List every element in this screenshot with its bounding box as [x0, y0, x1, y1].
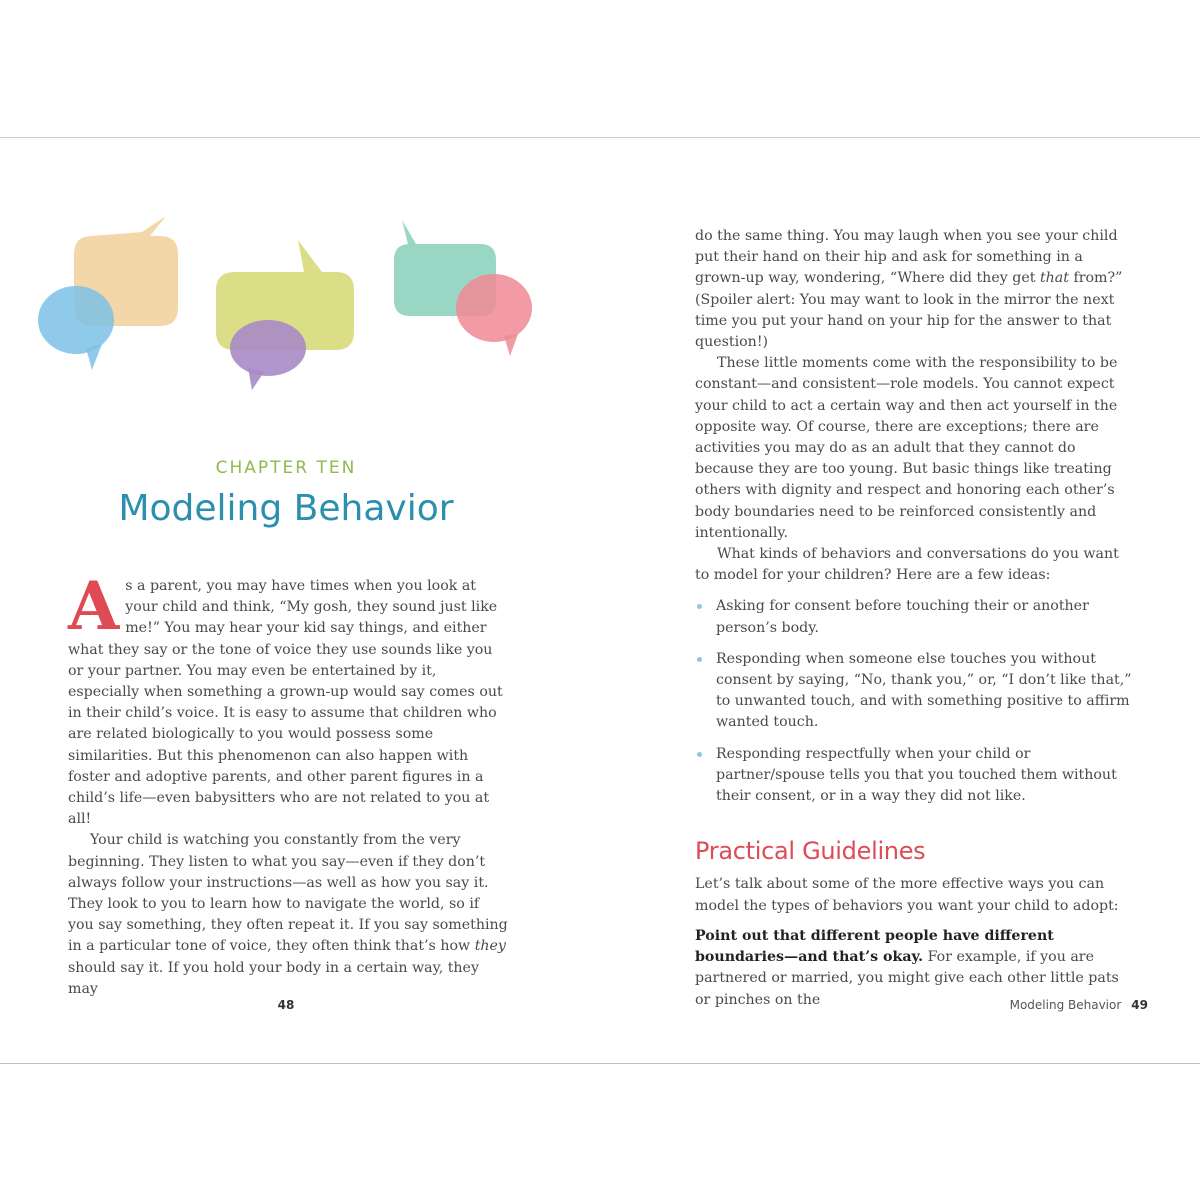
right-body-text [695, 226, 1135, 1011]
chapter-label: CHAPTER TEN [215, 458, 357, 478]
paragraph [695, 226, 1135, 353]
paragraph-text: do the same thing. You may laugh when you see your child put their hand on their hip and ask for something in a grown-up way, wondering, “Where did they get [695, 228, 1118, 287]
list-item: Responding respectfully when your child or partner/spouse tells you that you touched them without their consent, or in a way they did not like. [695, 744, 1135, 808]
paragraph: Let’s talk about some of the more effective ways you can model the types of behaviors you want your child to adopt: [695, 876, 1119, 914]
bullet-list [695, 596, 1135, 807]
running-head: Modeling Behavior [1009, 998, 1122, 1012]
book-spread [0, 137, 1200, 1064]
paragraph: What kinds of behaviors and conversations do you want to model for your children? Here are a few ideas: [695, 546, 1119, 584]
paragraph [68, 567, 508, 830]
list-item: Asking for consent before touching their or another person’s body. [695, 596, 1135, 638]
emphasis: that [1039, 270, 1069, 287]
section-heading: Practical Guidelines [695, 837, 926, 866]
emphasis: they [474, 938, 506, 955]
paragraph-text: should say it. If you hold your body in a certain way, they may [68, 959, 479, 997]
drop-cap: A [68, 567, 120, 645]
paragraph-text: from?” (Spoiler alert: You may want to look in the mirror the next time you put your hand on your hip for the answer to that question!) [695, 270, 1123, 351]
paragraph-text: s a parent, you may have times when you look at your child and think, “My gosh, they sound just like me!” You may hear your kid say things, and either what they say or the tone of voice they use sounds like you or your partner. You may even be entertained by it, especially when something a grown-up would say comes out in their child’s voice. It is easy to assume that children who are related biologically to you would possess some similarities. But this phenomenon can also happen with foster and adoptive parents, and other parent figures in a child’s life—even babysitters who are not related to you at all! [68, 578, 503, 828]
speech-bubbles-icon [30, 208, 550, 408]
chapter-title: Modeling Behavior [118, 488, 454, 529]
bold-lead-in: Point out that different people have different boundaries—and that’s okay. [695, 927, 1054, 966]
left-body-text [68, 567, 508, 1000]
paragraph: These little moments come with the responsibility to be constant—and consistent—role models. You cannot expect your child to act a certain way and then act yourself in the opposite way. Of course, there are exceptions; there are activities you may do as an adult that they cannot do because they are too young. But basic things like treating others with dignity and respect and honoring each other’s body boundaries need to be reinforced consistently and intentionally. [695, 355, 1118, 541]
left-page [0, 138, 600, 1063]
page-number-left: 48 [277, 998, 295, 1012]
folio-right [1010, 998, 1148, 1012]
paragraph-text: Your child is watching you constantly from the very beginning. They listen to what you say—even if they don’t always follow your instructions—as well as how you say it. They look to you to learn how to navigate the world, so if you say something, they often repeat it. If you say something in a particular tone of voice, they often think that’s how [68, 832, 508, 955]
page-number-right: 49 [1131, 998, 1148, 1012]
right-page [600, 138, 1200, 1063]
paragraph-text: For example, if you are partnered or married, you might give each other little pats or pinches on the [695, 949, 1119, 1008]
paragraph [68, 830, 508, 1000]
list-item: Responding when someone else touches you without consent by saying, “No, thank you,” or, “I don’t like that,” to unwanted touch, and with something positive to affirm wanted touch. [695, 649, 1135, 734]
